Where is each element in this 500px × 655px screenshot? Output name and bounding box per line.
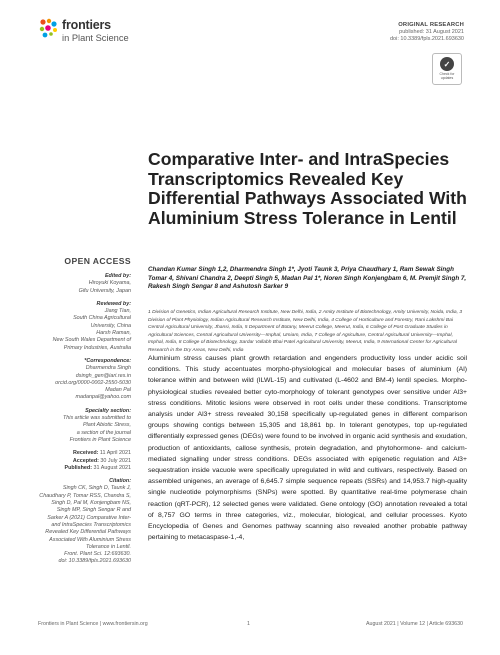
citation-line: Singh CK, Singh D, Taunk J, (62, 485, 131, 492)
reviewer-line: South China Agricultural (73, 315, 131, 322)
citation-line: Sarker A (2021) Comparative Inter- (47, 514, 131, 521)
brand-name: frontiers (62, 18, 111, 32)
open-access-label: OPEN ACCESS (64, 256, 131, 266)
editor-line: Hiroyuki Koyama, (88, 280, 131, 287)
reviewed-by-heading: Reviewed by: (96, 300, 131, 307)
doi-line[interactable]: doi: 10.3389/fpls.2021.693630 (389, 36, 464, 42)
specialty-line: This article was submitted to (62, 415, 131, 422)
reviewer-line: New South Wales Department of (52, 337, 131, 344)
citation-line: Front. Plant Sci. 12:693630. (64, 551, 131, 558)
citation-line: Tolerance in Lentil. (85, 543, 131, 550)
reviewer-line: Primary Industries, Australia (63, 344, 131, 351)
frontiers-logo (37, 17, 137, 49)
editor-line: Gifu University, Japan (78, 287, 131, 294)
citation-line: Singh D, Pal M, Konjengbam NS, (51, 500, 131, 507)
published-value: 31 August 2021 (93, 464, 131, 471)
affiliations: 1 Division of Genetics, Indian Agricultural Research Institute, New Delhi, India, 2 Amity Institute of Biotechnology, Amity University, Noida, India, 3 Division of Plant Physiology, Indian Agricultural Research Institute, New Delhi, India, 4 College of Horticulture and Forestry, Rani Lakshmi Bai Central Agricultural University, Jhansi, India, 5 Department of Botany, Meerut College, Meerut, India, 6 College of Post Graduate Studies in Agricultural Sciences, Central Agricultural University—Imphal, Umiam, India, 7 College of Agriculture, Central Agricultural University—Imphal, Imphal, India, 8 College of Biotechnology, Sardar Vallabh Bhai Patel Agricultural University, Meerut, India, 9 International Center for Agricultural Research in the Dry Areas, New Delhi, India (148, 310, 463, 353)
specialty-heading: Specialty section: (85, 407, 131, 414)
citation-line: Associated With Aluminium Stress (49, 536, 131, 543)
citation-doi[interactable]: doi: 10.3389/fpls.2021.693630 (58, 558, 131, 565)
edited-by-heading: Edited by: (104, 273, 131, 279)
citation-line: Revealed Key Differential Pathways (45, 529, 131, 536)
frontiers-logo-icon (37, 17, 61, 41)
received-value: 11 April 2021 (99, 450, 131, 457)
correspondence-block (38, 358, 131, 402)
crossmark-label: Check for updates (439, 72, 455, 80)
received-label: Received: (72, 450, 99, 457)
reviewed-by-block (38, 301, 131, 352)
citation-line: and IntraSpecies Transcriptomics (51, 521, 131, 528)
published-label: Published: (64, 464, 93, 471)
correspondence-line: Dharmendra Singh (85, 365, 131, 372)
accepted-date (38, 458, 131, 465)
accepted-value: 30 July 2021 (100, 457, 131, 464)
specialty-line: Frontiers in Plant Science (69, 436, 131, 443)
received-date (38, 450, 131, 457)
page-number: 1 (247, 621, 250, 627)
crossmark-badge[interactable] (432, 53, 462, 85)
reviewer-line: Harsh Raman, (96, 330, 131, 337)
accepted-label: Accepted: (72, 457, 99, 464)
edited-by-block (38, 273, 131, 295)
specialty-line: a section of the journal (76, 429, 131, 436)
article-title: Comparative Inter- and IntraSpecies Transcriptomics Revealed Key Differential Pathways Associated With Aluminium Stress Tolerance in Lentil (148, 149, 467, 228)
citation-line: Singh MP, Singh Sengar R and (56, 507, 131, 514)
crossmark-icon: ✓ (440, 57, 454, 71)
left-sidebar (38, 256, 131, 572)
reviewer-line: University, China (90, 322, 131, 329)
author-list: Chandan Kumar Singh 1,2, Dharmendra Singh 1*, Jyoti Taunk 3, Priya Chaudhary 1, Ram Sewak Singh Tomar 4, Shivani Chandra 2, Deepti Singh 5, Madan Pal 1*, Noren Singh Konjengbam 6, M. Premjit Singh 7, Rakesh Singh Sengar 8 and Ashutosh Sarker 9 (148, 266, 467, 291)
citation-heading: Citation: (109, 478, 131, 485)
abstract-text: Aluminium stress causes plant growth retardation and engenders productivity loss under acidic soil conditions. This study accentuates morpho-physiological and molecular bases of aluminium (Al) tolerance within and between wild (ILWL-15) and cultivated (L-4602 and BM-4) lentil species. Morpho-physiological studies revealed better cyto-morphology of tolerant genotypes over sensitive under Al3+ stress conditions. Mitotic lesions were observed in root cells under these conditions. Transcriptome analysis under Al3+ stress revealed 30,158 specifically up-regulated genes in different comparison groups showing contigs between 15,305 and 18,861 bp. In tolerant genotypes, top up-regulated differentially expressed genes (DEGs) were found to be involved in organic acid synthesis and exudation, production of antioxidants, callose synthesis, protein degradation, and phytohormone- and calcium-mediated signalling under stress conditions. DEGs associated with epigenetic regulation and Al3+ sequestration inside vacuole were specifically upregulated in wild and cultivars, respectively. Based on assembled unigenes, an average of 6,645.7 simple sequence repeats (SSRs) and 14,953.7 high-quality single nucleotide polymorphisms (SNPs) were spotted. By quantitative real-time polymerase chain reaction (qRT-PCR), 12 selected genes were validated. Gene ontology (GO) annotation revealed a total of 8,757 GO terms in three categories, viz., molecular, biological, and cellular processes. Kyoto Encyclopedia of Genes and Genomes pathway scanning also revealed another probable pathway pertaining to metacaspase-1,-4, (148, 355, 467, 542)
correspondence-orcid[interactable]: orcid.org/0000-0002-2550-5030 (55, 379, 131, 386)
correspondence-email[interactable]: madanpal@yahoo.com (75, 394, 131, 401)
article-type: ORIGINAL RESEARCH (398, 22, 464, 28)
correspondence-line: Madan Pal (105, 387, 131, 394)
footer-issue-info: August 2021 | Volume 12 | Article 693630 (366, 621, 463, 627)
correspondence-heading: *Correspondence: (84, 357, 131, 364)
citation-block (38, 478, 131, 566)
published-line: published: 31 August 2021 (399, 29, 464, 35)
correspondence-email[interactable]: dsingh_gen@iari.res.in (75, 372, 131, 379)
reviewer-line: Jiang Tian, (104, 308, 131, 315)
specialty-block (38, 408, 131, 444)
footer-journal-link[interactable]: Frontiers in Plant Science | www.frontiersin.org (38, 621, 148, 627)
citation-line: Chaudhary P, Tomar RSS, Chandra S, (39, 492, 131, 499)
article-meta (390, 22, 464, 43)
journal-name: in Plant Science (62, 33, 129, 43)
published-date (38, 465, 131, 472)
specialty-line: Plant Abiotic Stress, (82, 422, 131, 429)
dates-block (38, 450, 131, 472)
